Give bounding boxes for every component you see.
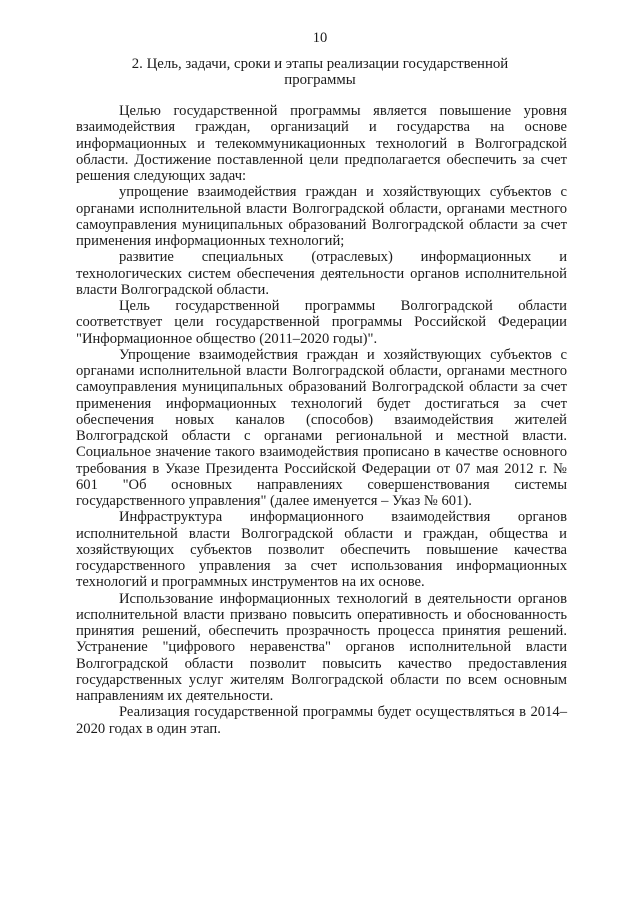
- paragraph-it-usage: Использование информационных технологий в деятельности органов исполнительной власти призвано повысить оперативность и обоснованность принятия решений, обеспечить прозрачность процесса принятия решений. Устранение "цифрового неравенства" органов исполнительной власти Волгоградской области позволит повысить качество предоставления государственных услуг жителям Волгоградской области по всем основным направлениям их деятельности.: [76, 590, 567, 704]
- paragraph-infrastructure: Инфраструктура информационного взаимодействия органов исполнительной власти Волгоградской области и граждан, общества и хозяйствующих субъектов позволит обеспечить повышение качества государственного управления за счет использования информационных технологий и программных инструментов на их основе.: [76, 509, 567, 591]
- paragraph-federal-goal: Цель государственной программы Волгоградской области соответствует цели государственной программы Российской Федерации "Информационное общество (2011–2020 годы)".: [76, 298, 567, 347]
- section-heading: 2. Цель, задачи, сроки и этапы реализации государственной программы: [131, 56, 509, 88]
- paragraph-task-1: упрощение взаимодействия граждан и хозяйствующих субъектов с органами исполнительной власти Волгоградской области, органами местного самоуправления муниципальных образований Волгоградской области за счет применения информационных технологий;: [76, 184, 567, 249]
- paragraph-goal: Целью государственной программы является повышение уровня взаимодействия граждан, организаций и государства на основе информационных и телекоммуникационных технологий в Волгоградской области. Достижение поставленной цели предполагается обеспечить за счет решения следующих задач:: [76, 103, 567, 184]
- page-number: 10: [312, 30, 328, 46]
- paragraph-task-2: развитие специальных (отраслевых) информационных и технологических систем обеспечения деятельности органов исполнительной власти Волгоградской области.: [76, 249, 567, 298]
- paragraph-interaction: Упрощение взаимодействия граждан и хозяйствующих субъектов с органами исполнительной власти Волгоградской области, органами местного самоуправления муниципальных образований Волгоградской области за счет применения информационных технологий будет достигаться за счет обеспечения новых каналов (способов) взаимодействия жителей Волгоградской области с органами региональной и местной власти. Социальное значение такого взаимодействия прописано в качестве основного требования в Указе Президента Российской Федерации от 07 мая 2012 г. № 601 "Об основных направлениях совершенствования системы государственного управления" (далее именуется – Указ № 601).: [76, 346, 567, 509]
- body-text: [76, 103, 567, 737]
- paragraph-implementation-term: Реализация государственной программы будет осуществляться в 2014–2020 годах в один этап.: [76, 704, 567, 737]
